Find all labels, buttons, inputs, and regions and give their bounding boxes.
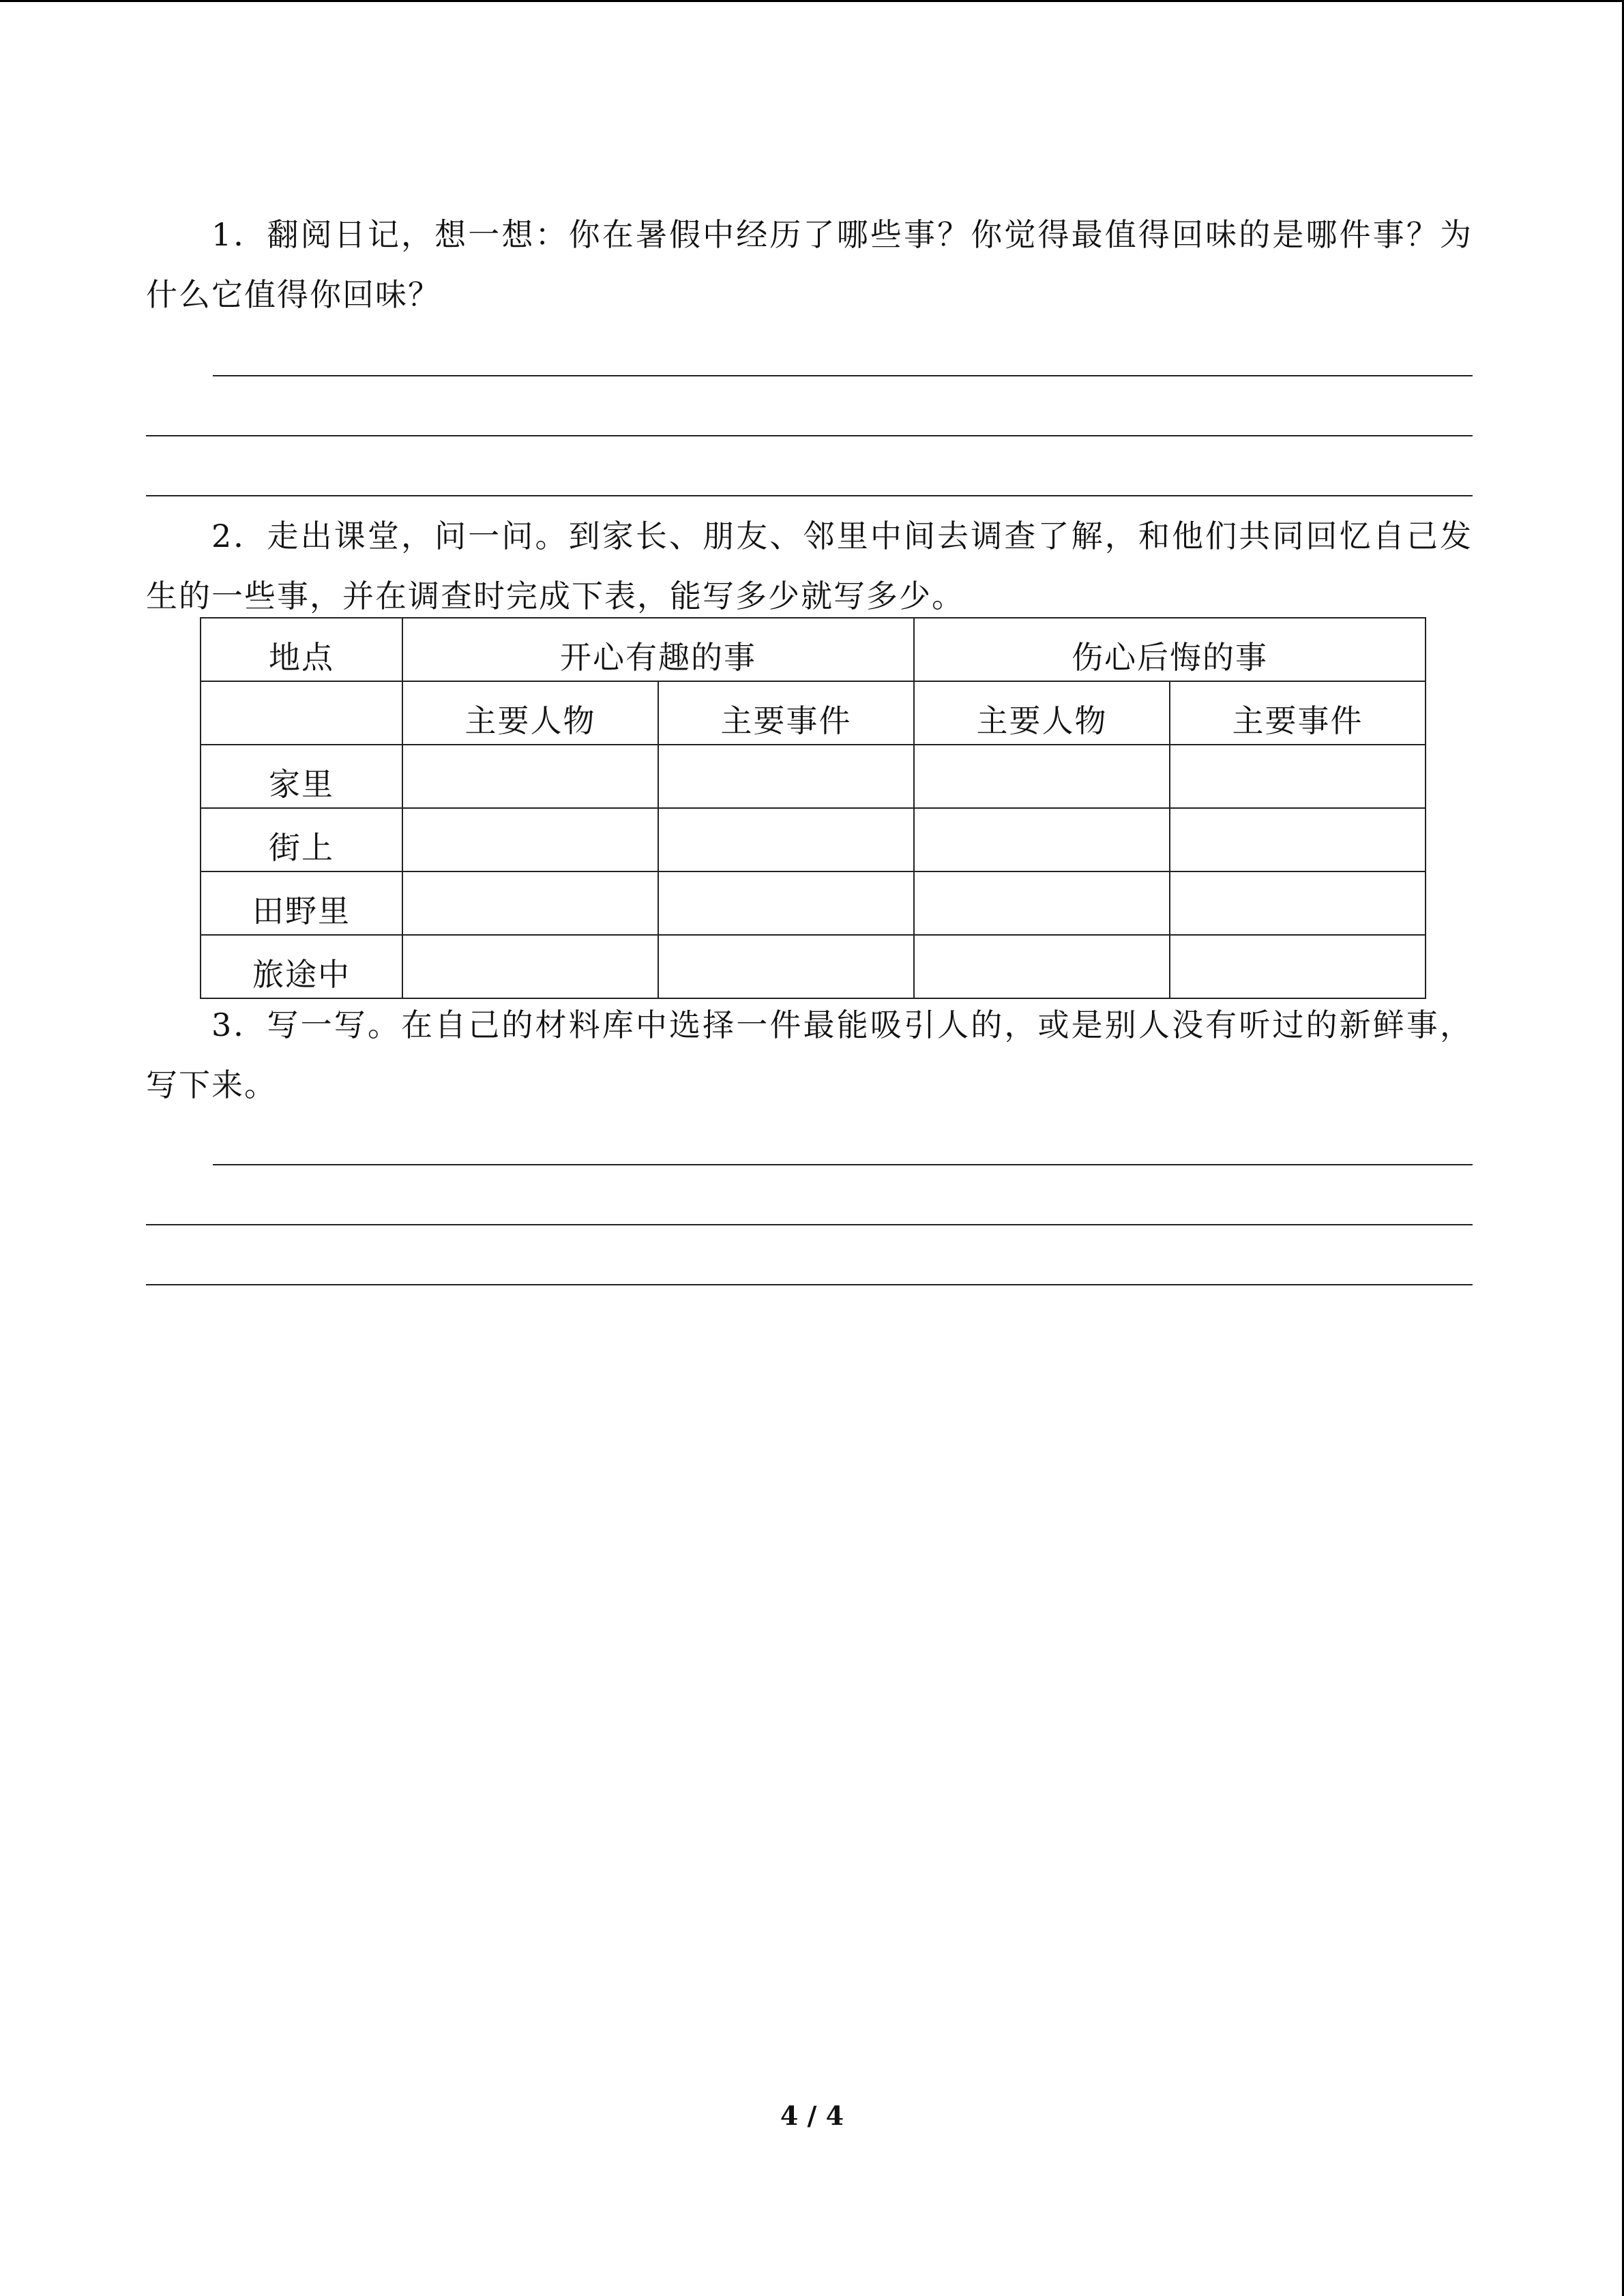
- table-subheader-row: [201, 681, 1426, 745]
- header-happy-events: 开心有趣的事: [402, 618, 914, 681]
- subheader-happy-people: 主要人物: [402, 681, 658, 745]
- answer-cell[interactable]: [1170, 745, 1426, 808]
- answer-cell[interactable]: [914, 871, 1170, 935]
- answer-line-3-3: [146, 1284, 1473, 1285]
- question-1-text: 1．翻阅日记，想一想：你在暑假中经历了哪些事？你觉得最值得回味的是哪件事？为什么它值得你回味？: [146, 216, 1473, 313]
- answer-line-1-2: [146, 435, 1473, 436]
- answer-cell[interactable]: [658, 745, 914, 808]
- answer-cell[interactable]: [658, 935, 914, 998]
- header-place: 地点: [201, 618, 402, 681]
- answer-cell[interactable]: [658, 871, 914, 935]
- table-row: [201, 808, 1426, 871]
- header-sad-events: 伤心后悔的事: [914, 618, 1426, 681]
- answer-cell[interactable]: [1170, 808, 1426, 871]
- row-label: 街上: [201, 808, 402, 871]
- answer-cell[interactable]: [402, 745, 658, 808]
- answer-cell[interactable]: [402, 935, 658, 998]
- row-label: 家里: [201, 745, 402, 808]
- answer-cell[interactable]: [658, 808, 914, 871]
- table-row: [201, 871, 1426, 935]
- subheader-sad-events: 主要事件: [1170, 681, 1426, 745]
- page-number: 4 / 4: [780, 2100, 844, 2131]
- page-top-border: [0, 0, 1624, 2]
- answer-line-1-1: [213, 375, 1473, 376]
- subheader-happy-events: 主要事件: [658, 681, 914, 745]
- table-row: [201, 935, 1426, 998]
- answer-line-3-2: [146, 1224, 1473, 1225]
- survey-table: [200, 617, 1426, 999]
- answer-line-1-3: [146, 495, 1473, 496]
- subheader-sad-people: 主要人物: [914, 681, 1170, 745]
- table-row: [201, 745, 1426, 808]
- answer-line-3-1: [213, 1164, 1473, 1165]
- answer-cell[interactable]: [914, 935, 1170, 998]
- answer-cell[interactable]: [1170, 871, 1426, 935]
- answer-cell[interactable]: [1170, 935, 1426, 998]
- row-label: 旅途中: [201, 935, 402, 998]
- subheader-empty: [201, 681, 402, 745]
- answer-cell[interactable]: [914, 808, 1170, 871]
- answer-cell[interactable]: [402, 808, 658, 871]
- question-3-text: 3．写一写。在自己的材料库中选择一件最能吸引人的，或是别人没有听过的新鲜事，写下来。: [146, 1007, 1473, 1103]
- row-label: 田野里: [201, 871, 402, 935]
- answer-cell[interactable]: [402, 871, 658, 935]
- question-2-text: 2．走出课堂，问一问。到家长、朋友、邻里中间去调查了解，和他们共同回忆自己发生的一些事，并在调查时完成下表，能写多少就写多少。: [146, 518, 1473, 614]
- table-header-row: [201, 618, 1426, 681]
- answer-cell[interactable]: [914, 745, 1170, 808]
